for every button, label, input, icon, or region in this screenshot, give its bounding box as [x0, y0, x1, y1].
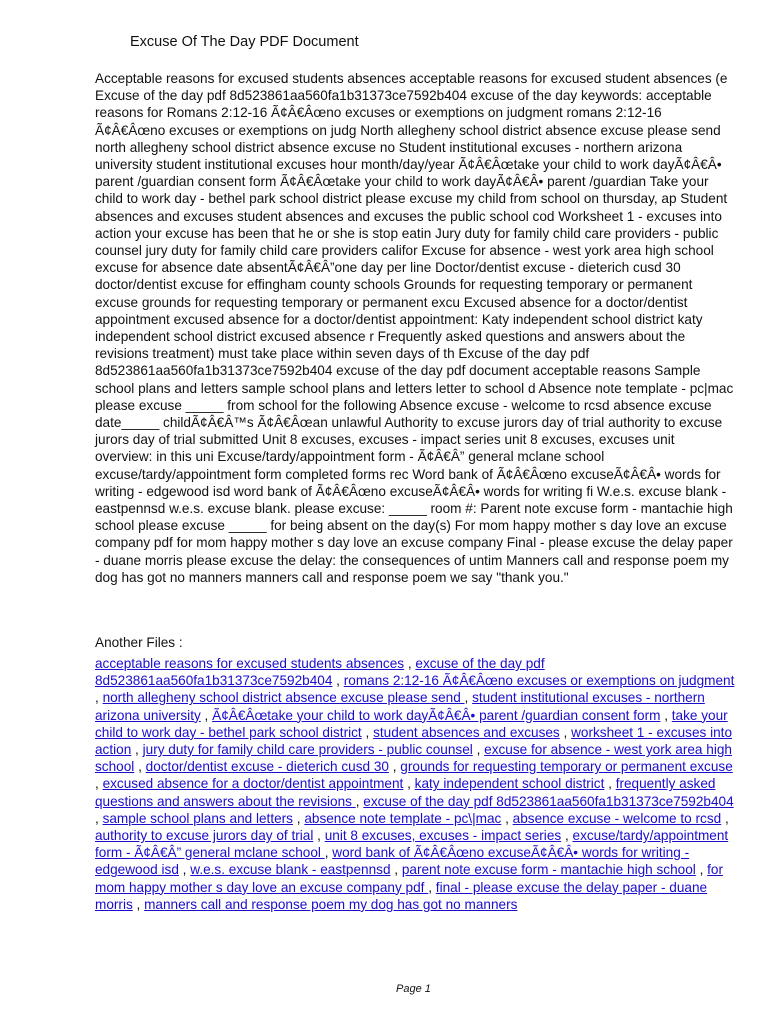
link-separator: , [134, 759, 146, 775]
file-link[interactable]: w.e.s. excuse blank - eastpennsd [190, 862, 391, 878]
another-files-heading: Another Files : [95, 635, 183, 650]
file-link[interactable]: final - please excuse the delay paper - duane morris [95, 879, 708, 912]
link-separator: , [604, 776, 616, 792]
file-link[interactable]: student absences and excuses [373, 724, 560, 740]
link-separator: , [292, 810, 305, 826]
file-link[interactable]: for mom happy mother s day love an excuse company pdf [95, 862, 724, 895]
file-link[interactable]: excuse of the day pdf 8d523861aa560fa1b31373ce7592b404 [95, 656, 545, 689]
link-separator: , [131, 742, 143, 758]
file-link[interactable]: absence note template - pc\|mac [304, 810, 502, 826]
document-title: Excuse Of The Day PDF Document [130, 34, 359, 50]
link-separator: , [361, 724, 374, 740]
link-separator: , [132, 896, 145, 912]
file-link[interactable]: student institutional excuses - northern arizona university [95, 690, 705, 723]
file-link[interactable]: jury duty for family child care providers - public counsel [142, 742, 473, 758]
link-separator: , [324, 845, 333, 861]
file-link[interactable]: authority to excuse jurors day of trial [95, 828, 314, 844]
file-link[interactable]: absence excuse - welcome to rcsd [512, 810, 722, 826]
file-link[interactable]: katy independent school district [414, 776, 605, 792]
link-separator: , [200, 707, 213, 723]
link-separator: , [695, 862, 708, 878]
file-link[interactable]: excuse of the day pdf 8d523861aa560fa1b31373ce7592b404 [363, 793, 734, 809]
link-separator: , [472, 742, 485, 758]
link-separator: , [428, 879, 436, 895]
link-separator: , [390, 862, 402, 878]
link-separator: , [355, 793, 364, 809]
link-separator: , [559, 724, 572, 740]
file-link[interactable]: take your child to work day - bethel park school district [95, 707, 728, 740]
link-separator: , [561, 828, 573, 844]
page-number: Page 1 [396, 983, 431, 995]
file-link[interactable]: excuse for absence - west york area high school [95, 742, 732, 775]
link-separator: , [178, 862, 191, 878]
link-separator: , [95, 810, 103, 826]
another-files-list [95, 655, 735, 913]
link-separator: , [95, 690, 103, 706]
file-link[interactable]: manners call and response poem my dog has got no manners [144, 896, 518, 912]
file-link[interactable]: frequently asked questions and answers about the revisions [95, 776, 716, 809]
file-link[interactable]: Ã¢Â€Âœtake your child to work dayÃ¢Â€Â• parent /guardian consent form [212, 707, 661, 723]
file-link[interactable]: unit 8 excuses, excuses - impact series [324, 828, 562, 844]
file-link[interactable]: excuse/tardy/appointment form - Ã¢Â€Â” general mclane school [95, 828, 729, 861]
file-link[interactable]: grounds for requesting temporary or permanent excuse [400, 759, 733, 775]
link-separator: , [501, 810, 513, 826]
file-link[interactable]: north allegheny school district absence excuse please send [102, 690, 465, 706]
link-separator: , [464, 690, 473, 706]
file-link[interactable]: parent note excuse form - mantachie high school [401, 862, 696, 878]
link-separator: , [721, 810, 729, 826]
document-body: Acceptable reasons for excused students absences acceptable reasons for excused student absences (e Excuse of the day pdf 8d523861aa560fa1b31373ce7592b404 excuse of the day keywords: acceptable reasons for Romans 2:12-16 Ã¢Â€Âœno excuses or exemptions on judgment romans 2:12-16 Ã¢Â€Âœno excuses or exemptions on judg North allegheny school district absence excuse please send north allegheny school district absence excuse no Student institutional excuses - northern arizona university student institutional excuses hour month/day/year Ã¢Â€Âœtake your child to work dayÃ¢Â€Â• parent /guardian consent form Ã¢Â€Âœtake your child to work dayÃ¢Â€Â• parent /guardian Take your child to work day - bethel park school district please excuse my child from school on thursday, ap Student absences and excuses student absences and excuses the public school cod Worksheet 1 - excuses into action your excuse has been that he or she is stop eatin Jury duty for family child care providers - public counsel jury duty for family child care providers califor Excuse for absence - west york area high school excuse for absence date absentÃ¢Â€Â”one day per line Doctor/dentist excuse - dieterich cusd 30 doctor/dentist excuse for effingham county schools Grounds for requesting temporary or permanent excuse grounds for requesting temporary or permanent excu Excused absence for a doctor/dentist appointment excused absence for a doctor/dentist appointment: Katy independent school district katy independent school district excused absence r Frequently asked questions and answers about the revisions treatment) must take place within seven days of th Excuse of the day pdf 8d523861aa560fa1b31373ce7592b404 excuse of the day pdf document acceptable reasons Sample school plans and letters sample school plans and letters letter to school d Absence note template - pc|mac please excuse _____ from school for the following Absence excuse - welcome to rcsd absence excuse date_____ childÃ¢Â€Â™s Ã¢Â€Âœan unlawful Authority to excuse jurors day of trial authority to excuse jurors day of trial submitted Unit 8 excuses, excuses - impact series unit 8 excuses, excuses unit overview: in this uni Excuse/tardy/appointment form - Ã¢Â€Â” general mclane school excuse/tardy/appointment form completed forms rec Word bank of Ã¢Â€Âœno excuseÃ¢Â€Â• words for writing - edgewood isd word bank of Ã¢Â€Âœno excuseÃ¢Â€Â• words for writing fi W.e.s. excuse blank - eastpennsd w.e.s. excuse blank. please excuse: _____ room #: Parent note excuse form - mantachie high school please excuse _____ for being absent on the day(s) For mom happy mother s day love an excuse company pdf for mom happy mother s day love an excuse company Final - please excuse the delay paper - duane morris please excuse the delay: the consequences of untim Manners call and response poem my dog has got no manners manners call and response poem we say "thank you." [95, 71, 734, 585]
link-separator: , [95, 776, 103, 792]
file-link[interactable]: sample school plans and letters [102, 810, 293, 826]
link-separator: , [660, 707, 672, 723]
file-link[interactable]: romans 2:12-16 Ã¢Â€Âœno excuses or exemptions on judgment [343, 673, 735, 689]
file-link[interactable]: doctor/dentist excuse - dieterich cusd 30 [145, 759, 389, 775]
link-separator: , [403, 776, 415, 792]
file-link[interactable]: excused absence for a doctor/dentist appointment [102, 776, 404, 792]
link-separator: , [332, 673, 344, 689]
file-link[interactable]: acceptable reasons for excused students absences [95, 656, 405, 671]
link-separator: , [313, 828, 325, 844]
file-link[interactable]: worksheet 1 - excuses into action [95, 724, 733, 758]
link-separator: , [404, 656, 416, 671]
file-link[interactable]: word bank of Ã¢Â€Âœno excuseÃ¢Â€Â• words for writing - edgewood isd [95, 845, 690, 878]
link-separator: , [388, 759, 401, 775]
